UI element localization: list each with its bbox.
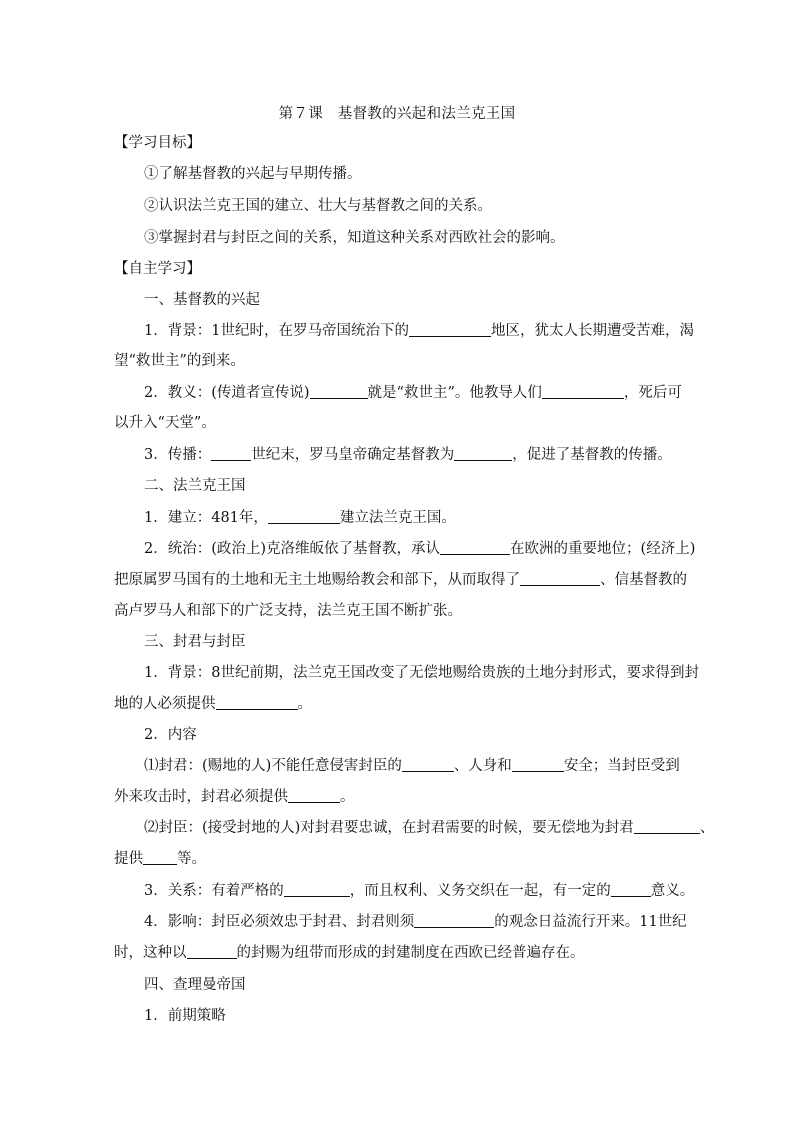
- text-line: [144, 445, 684, 465]
- fill-blank[interactable]: [402, 757, 454, 772]
- text-line: 以升入“天堂”。: [114, 415, 216, 431]
- section-heading-self-study: 【自主学习】: [114, 261, 201, 277]
- fill-blank[interactable]: [211, 446, 251, 461]
- text-line: [144, 508, 684, 528]
- fill-blank[interactable]: [512, 757, 564, 772]
- text-line: [144, 383, 684, 403]
- text-segment: 、人身和: [453, 758, 512, 774]
- objective-1: ①了解基督教的兴起与早期传播。: [144, 166, 362, 182]
- text-segment: 。: [297, 696, 312, 712]
- fill-blank[interactable]: [409, 322, 491, 337]
- objective-3: ③掌握封君与封臣之间的关系，知道这种关系对西欧社会的影响。: [144, 230, 565, 246]
- text-line: [144, 539, 696, 559]
- text-segment: 1．建立：481年，: [144, 510, 268, 526]
- text-line: [114, 694, 684, 714]
- text-line: 高卢罗马人和部下的广泛支持，法兰克王国不断扩张。: [114, 603, 462, 619]
- section-heading-objectives: 【学习目标】: [114, 135, 201, 151]
- text-segment: 的封赐为纽带而形成的封建制度在西欧已经普遍存在。: [236, 945, 585, 961]
- text-segment: 。: [340, 789, 355, 805]
- text-line: [144, 912, 687, 932]
- text-segment: 地的人必须提供: [114, 696, 216, 712]
- subheading-frankish-kingdom: 二、法兰克王国: [144, 478, 246, 494]
- text-line: [114, 570, 687, 590]
- text-segment: 就是“救世主”。他教导人们: [367, 385, 542, 401]
- text-segment: 1．背景：1世纪时，在罗马帝国统治下的: [144, 323, 409, 339]
- text-line: [144, 881, 695, 901]
- text-segment: 的观念日益流行开来。11世纪: [494, 914, 687, 930]
- text-segment: ，促进了基督教的传播。: [512, 447, 672, 463]
- text-line: 1．前期策略: [144, 1008, 226, 1024]
- fill-blank[interactable]: [634, 819, 700, 834]
- text-line: [114, 787, 684, 807]
- text-segment: 世纪末，罗马皇帝确定基督教为: [251, 447, 455, 463]
- text-segment: ⑴封君：(赐地的人)不能任意侵害封臣的: [144, 758, 402, 774]
- text-segment: 地区，犹太人长期遭受苦难，渴: [490, 323, 694, 339]
- fill-blank[interactable]: [414, 913, 494, 928]
- text-segment: 提供: [114, 851, 143, 867]
- fill-blank[interactable]: [288, 788, 340, 803]
- text-line: [114, 943, 684, 963]
- text-segment: 2．统治：(政治上)克洛维皈依了基督教，承认: [144, 541, 441, 557]
- text-segment: ，死后可: [623, 385, 682, 401]
- text-segment: ，而且权利、义务交织在一起，有一定的: [349, 883, 611, 899]
- text-segment: 、: [699, 820, 715, 836]
- text-segment: 建立法兰克王国。: [339, 510, 456, 526]
- text-segment: 外来攻击时，封君必须提供: [114, 789, 288, 805]
- fill-blank[interactable]: [520, 571, 600, 586]
- fill-blank[interactable]: [310, 384, 368, 399]
- text-segment: 3．关系：有着严格的: [144, 883, 284, 899]
- text-line: [144, 321, 694, 341]
- text-line: 2．内容: [144, 727, 197, 743]
- text-line: [144, 818, 715, 838]
- fill-blank[interactable]: [216, 695, 298, 710]
- fill-blank[interactable]: [440, 540, 510, 555]
- text-segment: 4．影响：封臣必须效忠于封君、封君则须: [144, 914, 415, 930]
- text-segment: 3．传播：: [144, 447, 212, 463]
- text-segment: 时，这种以: [114, 945, 187, 961]
- subheading-lord-vassal: 三、封君与封臣: [144, 634, 246, 650]
- text-segment: 2．教义：(传道者宣传说): [144, 385, 310, 401]
- fill-blank[interactable]: [542, 384, 624, 399]
- text-segment: ⑵封臣：(接受封地的人)对封君要忠诚，在封君需要的时候，要无偿地为封君: [144, 820, 634, 836]
- text-segment: 在欧洲的重要地位；(经济上): [510, 541, 696, 557]
- fill-blank[interactable]: [611, 882, 651, 897]
- text-segment: 安全；当封臣受到: [563, 758, 680, 774]
- text-segment: 等。: [177, 851, 206, 867]
- text-segment: 意义。: [650, 883, 695, 899]
- text-line: 望“救世主”的到来。: [114, 353, 245, 369]
- text-segment: 、信基督教的: [600, 572, 687, 588]
- text-line: 1．背景：8世纪前期，法兰克王国改变了无偿地赐给贵族的土地分封形式，要求得到封: [144, 665, 699, 681]
- fill-blank[interactable]: [143, 850, 177, 865]
- lesson-title: 第７课 基督教的兴起和法兰克王国: [278, 106, 516, 122]
- fill-blank[interactable]: [187, 944, 237, 959]
- text-segment: 把原属罗马国有的土地和无主土地赐给教会和部下，从而取得了: [114, 572, 520, 588]
- objective-2: ②认识法兰克王国的建立、壮大与基督教之间的关系。: [144, 198, 492, 214]
- text-line: [144, 756, 684, 776]
- subheading-charlemagne: 四、查理曼帝国: [144, 977, 246, 993]
- subheading-christianity: 一、基督教的兴起: [144, 292, 260, 308]
- fill-blank[interactable]: [268, 509, 340, 524]
- fill-blank[interactable]: [454, 446, 512, 461]
- text-line: [114, 849, 684, 869]
- fill-blank[interactable]: [284, 882, 350, 897]
